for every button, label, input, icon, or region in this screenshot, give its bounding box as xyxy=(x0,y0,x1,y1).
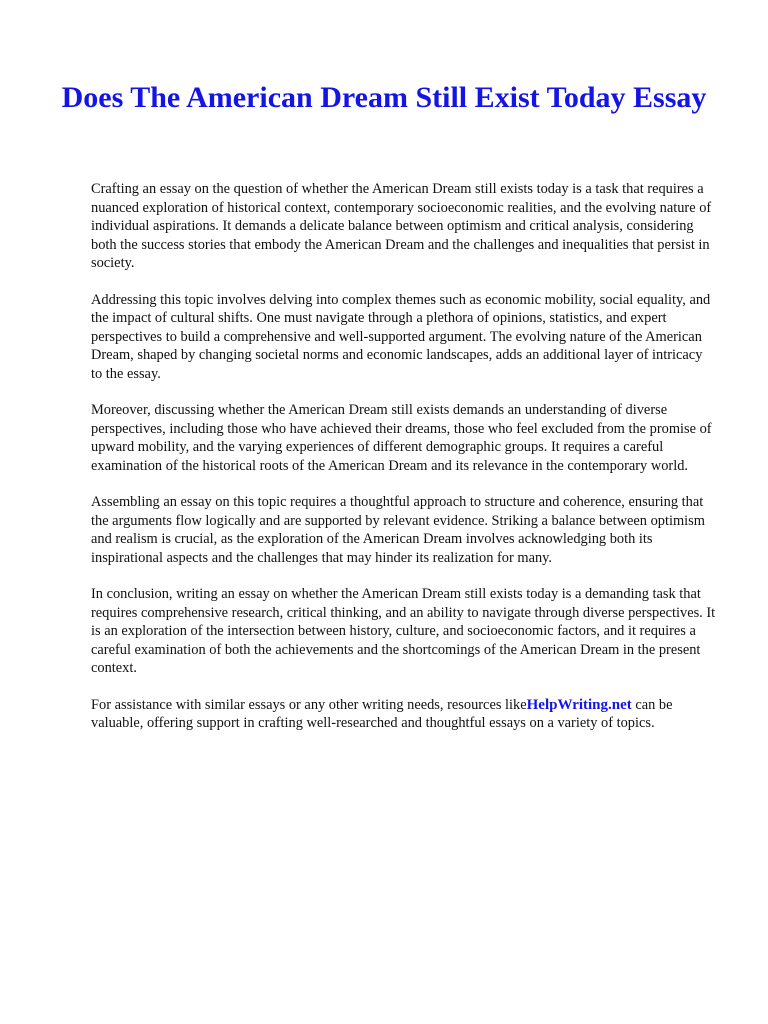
paragraph-2: Addressing this topic involves delving into complex themes such as economic mobility, social equality, and the impact of cultural shifts. One must navigate through a plethora of opinions, statistics, and expert perspectives to build a comprehensive and well-supported argument. The evolving nature of the American Dream, shaped by changing societal norms and economic landscapes, adds an additional layer of intricacy to the essay. xyxy=(91,291,711,382)
closing-text-before: For assistance with similar essays or any other writing needs, resources like xyxy=(91,696,527,713)
paragraph-3: Moreover, discussing whether the American Dream still exists demands an understanding of diverse perspectives, including those who have achieved their dreams, those who feel excluded from the promise of upward mobility, and the varying experiences of different demographic groups. It requires a careful examination of the historical roots of the American Dream and its relevance in the contemporary world. xyxy=(91,402,712,474)
page-title: Does The American Dream Still Exist Today Essay xyxy=(61,81,707,114)
paragraph-5: In conclusion, writing an essay on whether the American Dream still exists today is a demanding task that requires comprehensive research, critical thinking, and an ability to navigate through diverse perspectives. It is an exploration of the intersection between history, culture, and socioeconomic factors, and it requires a careful examination of both the achievements and the shortcomings of the American Dream in the present context. xyxy=(91,586,716,676)
closing-paragraph xyxy=(91,696,716,733)
closing-text-after: can be valuable, offering support in crafting well-researched and thoughtful essays on a variety of topics. xyxy=(91,696,673,731)
paragraph-4: Assembling an essay on this topic requires a thoughtful approach to structure and coherence, ensuring that the arguments flow logically and are supported by relevant evidence. Striking a balance between optimism and realism is crucial, as the exploration of the American Dream involves acknowledging both its inspirational aspects and the challenges that may hinder its realization for many. xyxy=(91,494,705,566)
helpwriting-link[interactable]: HelpWriting.net xyxy=(526,696,632,713)
essay-body xyxy=(91,180,716,751)
paragraph-1: Crafting an essay on the question of whether the American Dream still exists today is a task that requires a nuanced exploration of historical context, contemporary socioeconomic realities, and the evolving nature of individual aspirations. It demands a delicate balance between optimism and critical analysis, considering both the success stories that embody the American Dream and the challenges and inequalities that persist in society. xyxy=(91,181,712,271)
